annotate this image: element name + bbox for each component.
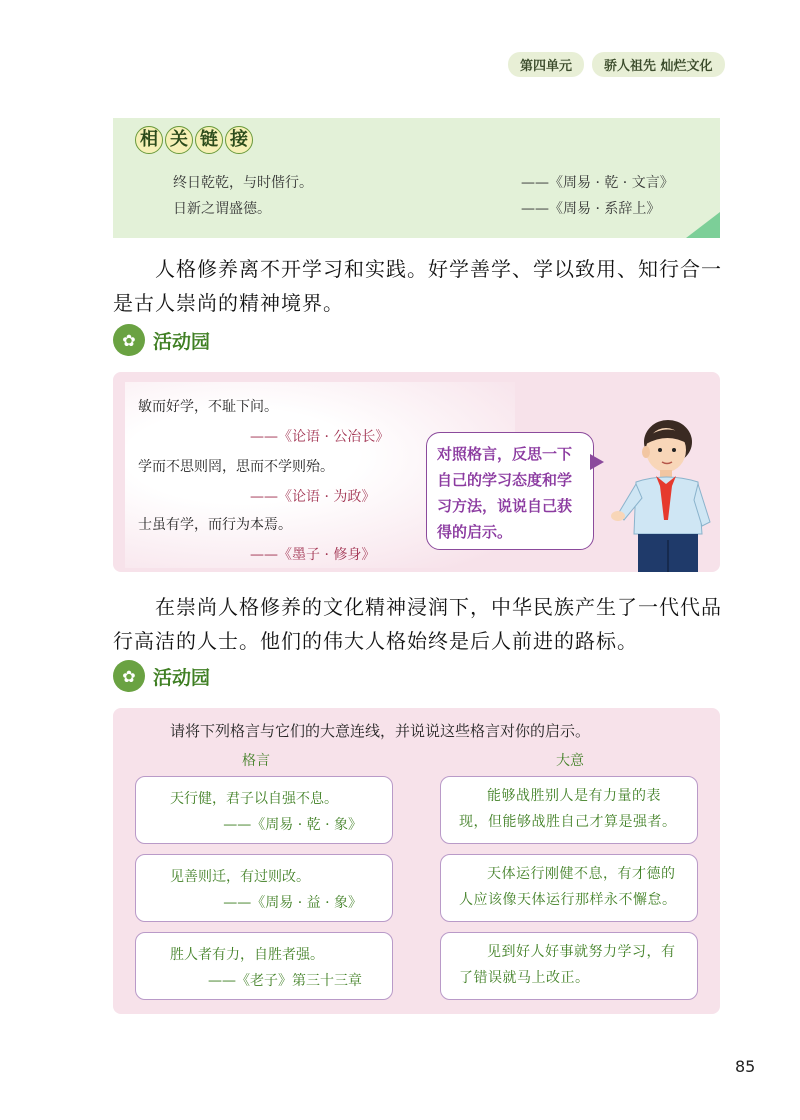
body-paragraph: 人格修养离不开学习和实践。好学善学、学以致用、知行合一是古人崇尚的精神境界。 [113, 257, 722, 315]
activity1-quote: 士虽有学，而行为本焉。 [138, 517, 292, 533]
meaning-card[interactable] [440, 776, 698, 844]
maxim-text: 见善则迁，有过则改。 [170, 869, 310, 885]
meaning-column-header: 大意 [556, 753, 584, 769]
activity-icon: ✿ [113, 324, 145, 356]
maxim-source: ——《老子》第三十三章 [208, 973, 362, 989]
maxim-card[interactable] [135, 854, 393, 922]
meaning-card[interactable] [440, 932, 698, 1000]
page-header [508, 52, 725, 77]
activity1-quote-source: ——《论语 · 为政》 [250, 489, 376, 505]
maxim-source: ——《周易 · 乾 · 象》 [223, 817, 362, 833]
unit-label: 第四单元 [508, 52, 584, 77]
maxim-card[interactable] [135, 932, 393, 1000]
page-fold-decoration [686, 212, 720, 238]
meaning-text: 见到好人好事就努力学习，有了错误就马上改正。 [459, 944, 676, 986]
maxim-source: ——《周易 · 益 · 象》 [223, 895, 362, 911]
link-quote-source: ——《周易 · 乾 · 文言》 [521, 175, 674, 191]
title-char: 相 [135, 126, 163, 154]
title-char: 关 [165, 126, 193, 154]
related-links-title [135, 126, 253, 154]
link-quote: 日新之谓盛德。 [173, 201, 271, 217]
speech-bubble-tail [590, 454, 604, 470]
maxim-text: 天行健，君子以自强不息。 [170, 791, 338, 807]
activity1-quote-source: ——《论语 · 公冶长》 [250, 429, 390, 445]
activity-label: 活动园 [153, 330, 211, 353]
activity-heading [113, 660, 210, 692]
activity-heading [113, 324, 210, 356]
speech-bubble: 对照格言，反思一下自己的学习态度和学习方法，说说自己获得的启示。 [426, 432, 594, 550]
activity2-instruction: 请将下列格言与它们的大意连线，并说说这些格言对你的启示。 [170, 722, 591, 740]
related-links-box [113, 118, 720, 238]
link-quote-source: ——《周易 · 系辞上》 [521, 201, 661, 217]
meaning-card[interactable] [440, 854, 698, 922]
activity1-quote: 学而不思则罔，思而不学则殆。 [138, 459, 334, 475]
maxim-text: 胜人者有力，自胜者强。 [170, 947, 324, 963]
title-char: 链 [195, 126, 223, 154]
student-illustration [610, 410, 720, 572]
body-paragraph: 在崇尚人格修养的文化精神浸润下，中华民族产生了一代代品行高洁的人士。他们的伟大人格始终是后人前进的路标。 [113, 595, 722, 653]
activity1-quote: 敏而好学，不耻下问。 [138, 399, 278, 415]
maxim-card[interactable] [135, 776, 393, 844]
activity-icon: ✿ [113, 660, 145, 692]
maxim-column-header: 格言 [242, 753, 270, 769]
meaning-text: 能够战胜别人是有力量的表现，但能够战胜自己才算是强者。 [459, 788, 677, 830]
unit-theme: 骄人祖先 灿烂文化 [592, 52, 725, 77]
activity1-quote-source: ——《墨子 · 修身》 [250, 547, 376, 563]
link-quote: 终日乾乾，与时偕行。 [173, 175, 313, 191]
page-number: 85 [735, 1057, 756, 1076]
meaning-text: 天体运行刚健不息，有才德的人应该像天体运行那样永不懈怠。 [459, 866, 677, 908]
title-char: 接 [225, 126, 253, 154]
activity-label: 活动园 [153, 666, 211, 689]
